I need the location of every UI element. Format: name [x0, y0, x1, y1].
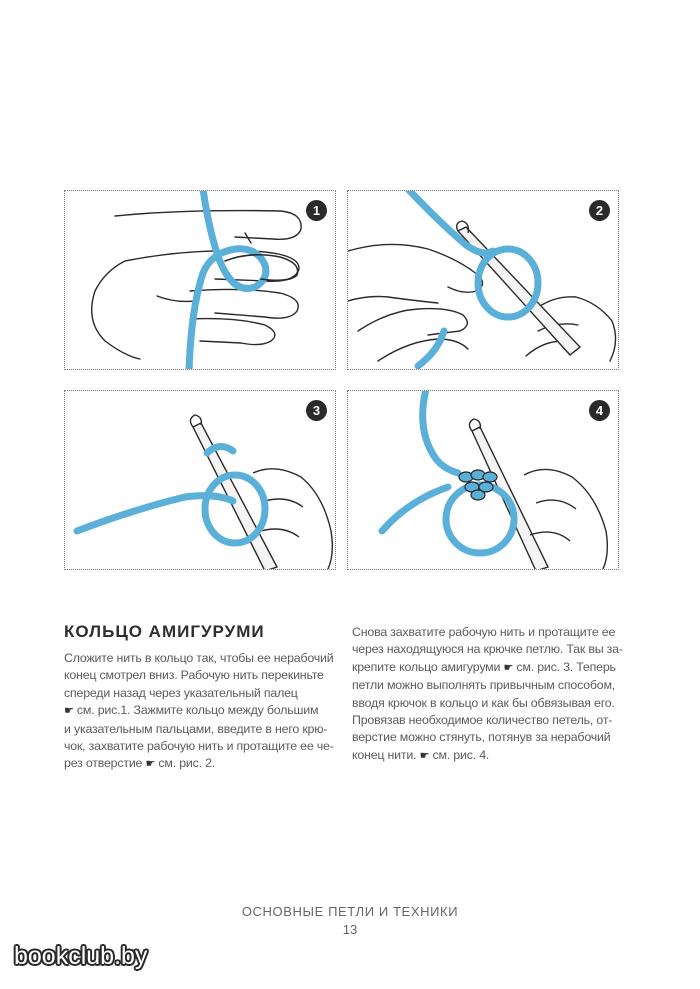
instructions-column-left [64, 650, 336, 774]
figure-4-panel [347, 390, 619, 570]
section-title: КОЛЬЦО АМИГУРУМИ [64, 622, 265, 641]
running-footer-title: ОСНОВНЫЕ ПЕТЛИ И ТЕХНИКИ [241, 904, 459, 919]
figure-4-illustration [348, 391, 619, 570]
text-line: вводя крючок в кольцо и как бы обвязывая его. [352, 695, 615, 710]
text-line: через находящуюся на крючке петлю. Так вы за- [352, 642, 623, 657]
text-line [352, 659, 624, 677]
text-segment: см. рис.1. Зажмите кольцо между большим [76, 703, 319, 718]
figure-2-panel [347, 190, 619, 370]
text-line: Провязав необходимое количество петель, от- [352, 713, 613, 728]
figure-3-number: 3 [306, 400, 327, 421]
text-line: спереди назад через указательный палец [64, 685, 298, 700]
instructions-column-right [352, 624, 624, 765]
pointing-hand-icon: ☛ [64, 705, 74, 718]
pointing-hand-icon: ☛ [145, 758, 156, 771]
text-segment: крепите кольцо амигуруми [352, 659, 501, 674]
figure-1-panel [64, 190, 336, 370]
text-segment: см. рис. 3. Теперь [516, 659, 616, 674]
text-segment: конец нити. [352, 747, 417, 762]
pointing-hand-icon: ☛ [419, 749, 430, 762]
text-line: Снова захватите рабочую нить и протащите ее [352, 625, 616, 639]
text-line: чок, захватите рабочую нить и протащите ее че- [64, 739, 334, 754]
pointing-hand-icon: ☛ [503, 661, 514, 674]
figure-4-number: 4 [589, 400, 610, 421]
figure-3-illustration [65, 391, 336, 570]
text-segment: см. рис. 2. [158, 756, 216, 771]
watermark: bookclub.by [14, 942, 148, 970]
text-segment: см. рис. 4. [432, 747, 490, 762]
figure-1-number: 1 [306, 200, 327, 221]
text-line: петли можно выполнять привычным способом, [352, 678, 616, 693]
text-line: конец смотрел вниз. Рабочую нить перекиньте [64, 668, 324, 683]
figure-2-illustration [348, 191, 619, 370]
page-number: 13 [342, 922, 358, 937]
text-line [64, 755, 336, 773]
text-segment: рез отверстие [64, 756, 143, 771]
text-line [352, 747, 624, 765]
figure-2-number: 2 [589, 200, 610, 221]
figure-3-panel [64, 390, 336, 570]
figure-1-illustration [65, 191, 336, 370]
text-line: верстие можно стянуть, потянув за нерабочий [352, 730, 611, 745]
text-line: и указательным пальцами, введите в него крю- [64, 721, 328, 736]
text-line: Сложите нить в кольцо так, чтобы ее нерабочий [64, 651, 334, 665]
text-line [64, 702, 336, 720]
